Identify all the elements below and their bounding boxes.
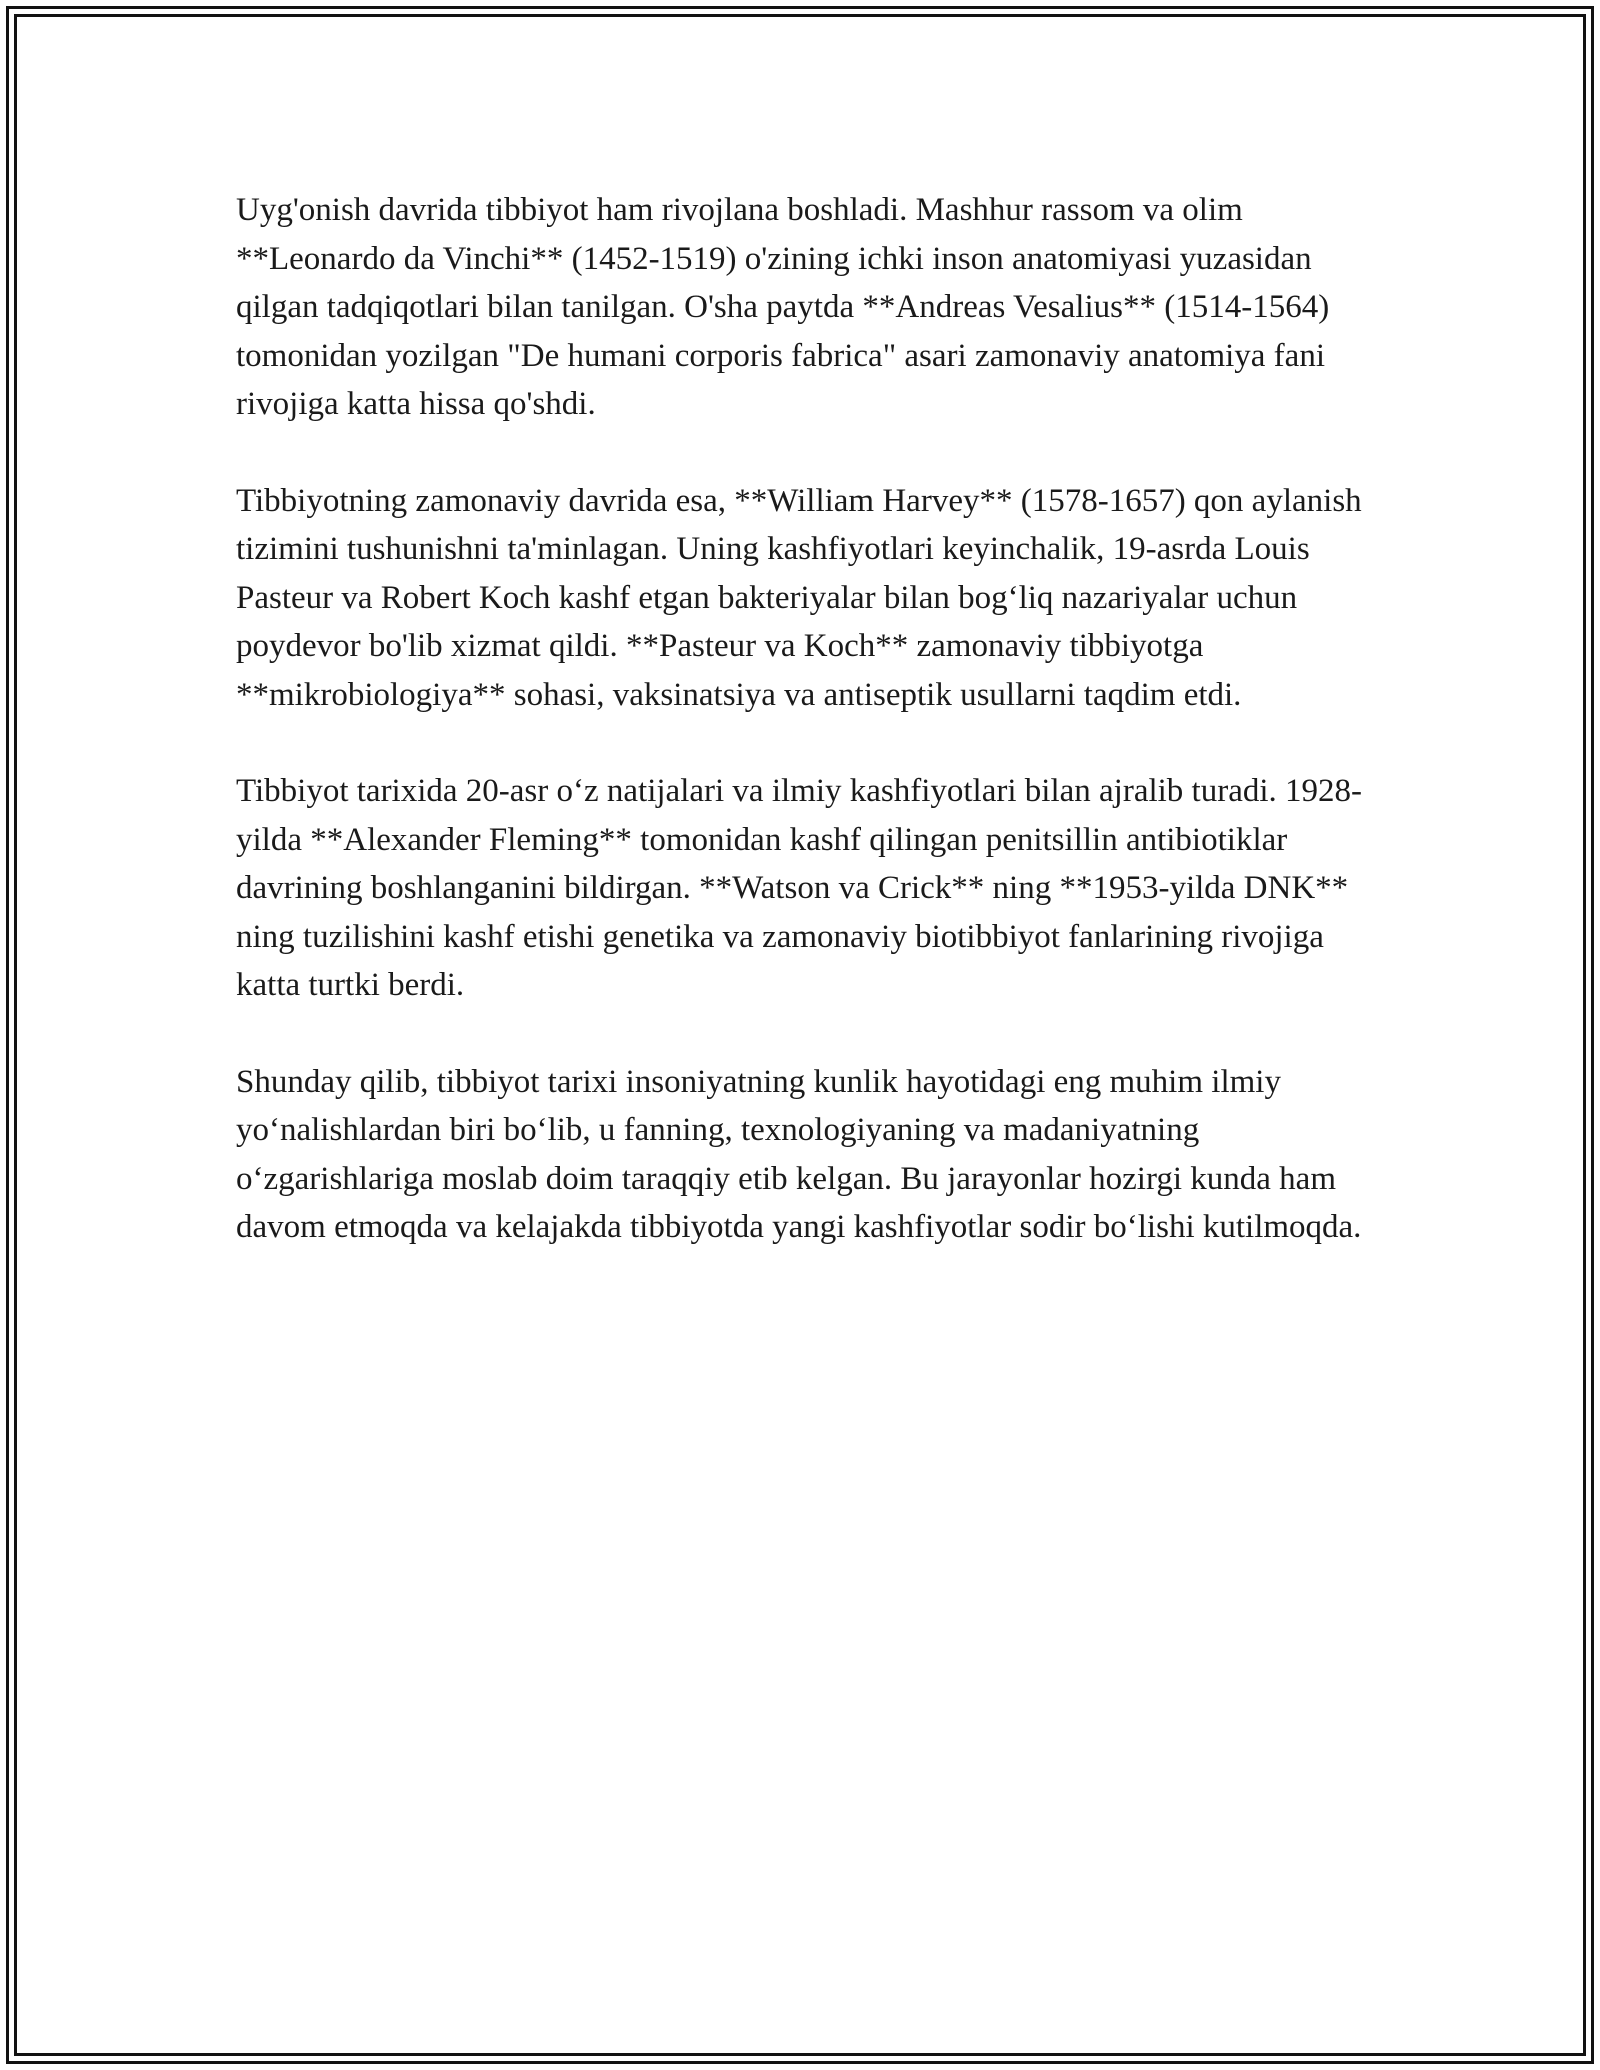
paragraph-conclusion: Shunday qilib, tibbiyot tarixi insoniyatning kunlik hayotidagi eng muhim ilmiy yo‘nalishlardan biri bo‘lib, u fanning, texnologiyaning va madaniyatning o‘zgarishlariga moslab doim taraqqiy etib kelgan. Bu jarayonlar hozirgi kunda ham davom etmoqda va kelajakda tibbiyotda yangi kashfiyotlar sodir bo‘lishi kutilmoqda. bbox=[236, 1063, 1362, 1245]
paragraph-renaissance: Uyg'onish davrida tibbiyot ham rivojlana boshladi. Mashhur rassom va olim **Leonardo da Vinchi** (1452-1519) o'zining ichki inson anatomiyasi yuzasidan qilgan tadqiqotlari bilan tanilgan. O'sha paytda **Andreas Vesalius** (1514-1564) tomonidan yozilgan "De humani corporis fabrica" asari zamonaviy anatomiya fani rivojiga katta hissa qo'shdi. bbox=[236, 192, 1330, 422]
paragraph-modern-era: Tibbiyotning zamonaviy davrida esa, **William Harvey** (1578-1657) qon aylanish tizimini tushunishni ta'minlagan. Uning kashfiyotlari keyinchalik, 19-asrda Louis Pasteur va Robert Koch kashf etgan bakteriyalar bilan bog‘liq nazariyalar uchun poydevor bo'lib xizmat qildi. **Pasteur va Koch** zamonaviy tibbiyotga **mikrobiologiya** sohasi, vaksinatsiya va antiseptik usullarni taqdim etdi. bbox=[236, 482, 1362, 713]
document-body bbox=[236, 186, 1376, 1300]
paragraph-20th-century: Tibbiyot tarixida 20-asr o‘z natijalari va ilmiy kashfiyotlari bilan ajralib turadi. 1928-yilda **Alexander Fleming** tomonidan kashf qilingan penitsillin antibiotiklar davrining boshlanganini bildirgan. **Watson va Crick** ning **1953-yilda DNK** ning tuzilishini kashf etishi genetika va zamonaviy biotibbiyot fanlarining rivojiga katta turtki berdi. bbox=[236, 773, 1363, 1003]
